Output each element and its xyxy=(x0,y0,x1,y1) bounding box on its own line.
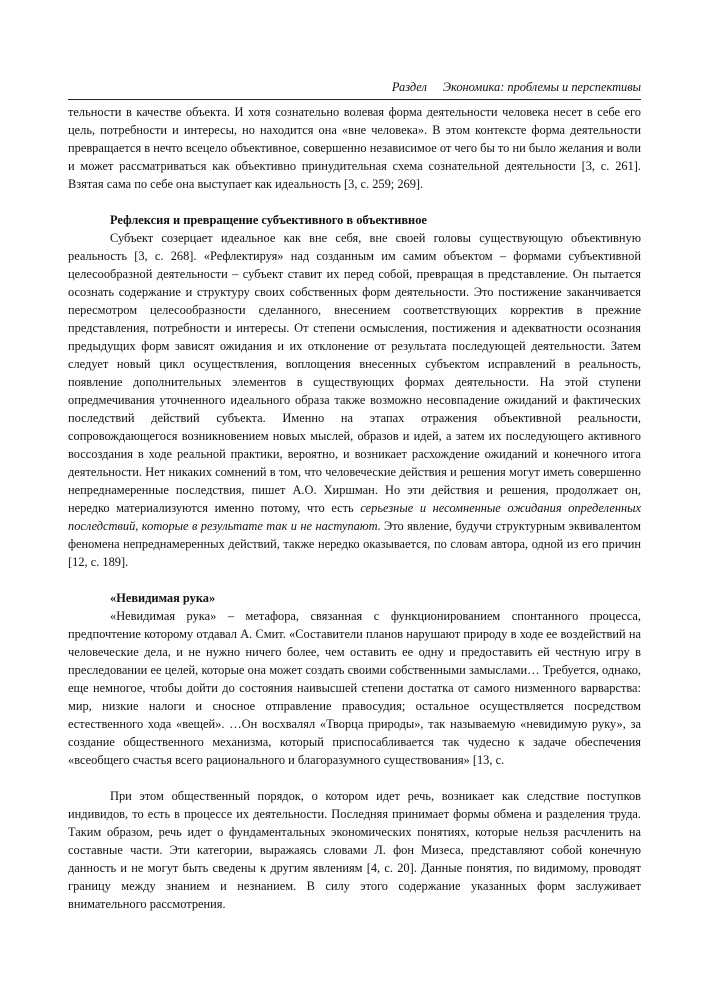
section-heading-invisible-hand: «Невидимая рука» xyxy=(110,591,216,605)
page-body xyxy=(68,103,641,913)
running-header xyxy=(68,79,641,95)
paragraph-reflexion-emphasis: серьезные и несомненные ожидания определенных последствий, которые в результате так и не наступают xyxy=(68,501,642,533)
paragraph-invisible-hand: «Невидимая рука» – метафора, связанная с функционированием спонтанного процесса, предпочтение которому отдавал А. Смит. «Составители планов нарушают природу в ходе ее воздействий на человеческие дела, и не нужно ничего более, чем оставить ее одну и предоставить ей честную игру в преследовании ее целей, которые она может создать своими собственными замыслами… Требуется, однако, еще немногое, чтобы дойти до состояния наивысшей степени достатка от самого низменного варварства: мир, низкие налоги и сносное отправление правосудия; остальное осуществляется посредством естественного хода «вещей». …Он восхвалял «Творца природы», так называемую «невидимую руку», за создание общественного механизма, который приспосабливается так чудесно к задаче обеспечения «всеобщего счастья всего рационального и благоразумного существования» [13, с. xyxy=(68,609,641,767)
section-heading-reflexion: Рефлексия и превращение субъективного в объективное xyxy=(110,213,427,227)
paragraph-intro: тельности в качестве объекта. И хотя сознательно волевая форма деятельности человека несет в себе его цель, потребности и интересы, но находится она «вне человека». В этом контексте форма деятельности превращается в нечто всецело объективное, совершенно независимое от чего бы то ни было желания и воли и может рассматриваться как объективно принудительная схема сознательной деятельности [3, с. 261]. Взятая сама по себе она выступает как идеальность [3, с. 259; 269]. xyxy=(68,105,641,191)
header-rule xyxy=(68,99,641,100)
paragraph-reflexion-text-a: Субъект созерцает идеальное как вне себя, вне своей головы существующую объективную реальность [3, с. 268]. «Рефлектируя» над созданным им самим объектом – формами субъективной целесообразной деятельности – субъект ставит их перед собой, превращая в представление. Он пытается осознать содержание и структуру своих собственных форм деятельности. Это постижение заканчивается пересмотром целесообразности сделанного, внесением соответствующих корректив в прежние представления, потребности и интересы. От степени осмысления, постижения и адекватности осознания предыдущих форм зависят ожидания и их отклонение от результата последующей деятельности. Затем следует новый цикл осуществления, воплощения внесенных субъектом исправлений в реальность, появление дополнительных элементов в существующих формах деятельности. На этой ступени опредмечивания уточненного идеального образа также возможно несовпадение ожиданий и фактических последствий действий субъекта. Именно на этапах отражения объективной реальности, сопровождающегося возникновением новых мыслей, образов и идей, а затем их последующего активного воссоздания в ходе реальной практики, вероятно, и возникает расхождение ожиданий и конечного итога деятельности. Нет никаких сомнений в том, что человеческие действия и решения могут иметь совершенно непреднамеренные последствия, пишет А.О. Хиршман. Но эти действия и решения, продолжает он, нередко материализуются именно потому, что есть xyxy=(68,231,641,515)
section-label: Раздел xyxy=(391,80,427,94)
paragraph-reflexion-text-b: . Это явление, будучи структурным эквивалентом феномена непреднамеренных действий, также нередко оказывается, по словам автора, одной из его причин [12, с. 189]. xyxy=(68,519,641,569)
paragraph-social-order: При этом общественный порядок, о котором идет речь, возникает как следствие поступков индивидов, то есть в процессе их деятельности. Последняя принимает формы обмена и разделения труда. Таким образом, речь идет о фундаментальных экономических понятиях, которые нельзя расчленить на составные части. Эти категории, выражаясь словами Л. фон Мизеса, представляют собой конечную данность и не могут быть сведены к другим явлениям [4, с. 20]. Данные понятия, по видимому, проводят границу между знанием и незнанием. В силу этого содержание указанных форм заслуживает внимательного рассмотрения. xyxy=(68,789,641,911)
journal-title: Экономика: проблемы и перспективы xyxy=(442,80,641,94)
paragraph-reflexion xyxy=(68,229,641,571)
